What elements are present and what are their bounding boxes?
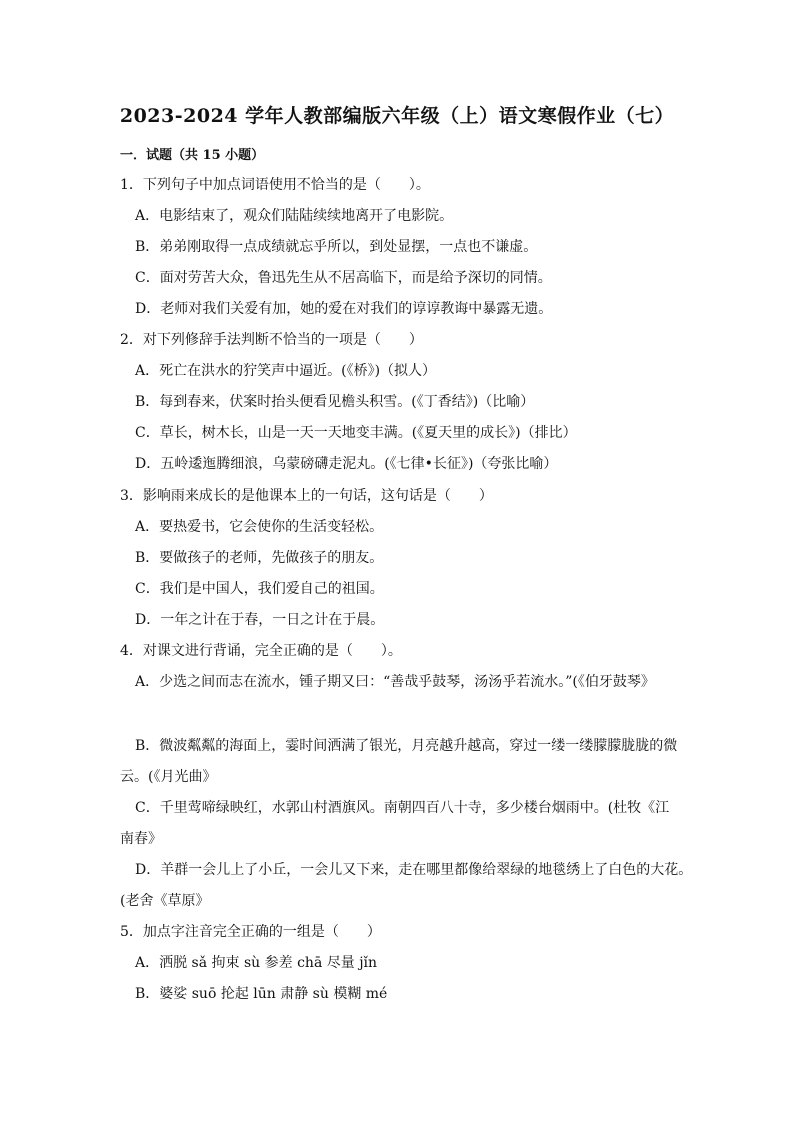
question-4-option-c: C．千里莺啼绿映红，水郭山村酒旗风。南朝四百八十寺，多少楼台烟雨中。(杜牧《江 [135, 800, 670, 816]
question-1-option-b: B．弟弟刚取得一点成绩就忘乎所以，到处显摆，一点也不谦虚。 [135, 239, 538, 255]
question-4-option-b: B．微波粼粼的海面上，霎时间洒满了银光，月亮越升越高，穿过一缕一缕朦朦胧胧的微 [135, 738, 678, 754]
question-3-option-a: A．要热爱书，它会使你的生活变轻松。 [135, 519, 384, 535]
question-4-option-a: A．少选之间而志在流水，锺子期又曰：“善哉乎鼓琴，汤汤乎若流水。”(《伯牙鼓琴》 [135, 674, 655, 690]
page-title: 2023-2024 学年人教部编版六年级（上）语文寒假作业（七） [119, 105, 675, 127]
question-5-stem: 5．加点字注音完全正确的一组是（ ） [120, 924, 381, 940]
question-1-option-d: D．老师对我们关爱有加，她的爱在对我们的谆谆教诲中暴露无遗。 [135, 301, 553, 317]
question-1-stem: 1．下列句子中加点词语使用不恰当的是（ ）。 [120, 177, 430, 193]
question-3-option-d: D．一年之计在于春，一日之计在于晨。 [135, 612, 385, 628]
question-4-stem: 4．对课文进行背诵，完全正确的是（ ）。 [120, 643, 402, 659]
section-heading: 一．试题（共 15 小题） [120, 148, 265, 163]
question-2-option-d: D．五岭逶迤腾细浪，乌蒙磅礴走泥丸。(《七律•长征》)（夸张比喻） [135, 456, 558, 472]
question-1-option-c: C．面对劳苦大众，鲁迅先生从不居高临下，而是给予深切的同情。 [135, 270, 552, 286]
question-2-option-a: A．死亡在洪水的狞笑声中逼近。(《桥》)（拟人） [135, 363, 437, 379]
question-3-option-c: C．我们是中国人，我们爱自己的祖国。 [135, 581, 384, 597]
question-4-option-b-cont: 云。(《月光曲》 [120, 769, 217, 785]
question-1-option-a: A．电影结束了，观众们陆陆续续地离开了电影院。 [135, 208, 454, 224]
question-5-option-a: A．洒脱 sǎ 拘束 sù 参差 chā 尽量 jǐn [135, 955, 378, 971]
question-3-stem: 3．影响雨来成长的是他课本上的一句话，这句话是（ ） [120, 488, 493, 504]
question-4-option-c-cont: 南春》 [120, 831, 162, 847]
question-5-option-b: B．婆娑 suō 抡起 lūn 肃静 sù 模糊 mé [135, 986, 388, 1002]
question-3-option-b: B．要做孩子的老师，先做孩子的朋友。 [135, 550, 384, 566]
question-4-option-d: D．羊群一会儿上了小丘，一会儿又下来，走在哪里都像给翠绿的地毯绣上了白色的大花。 [135, 862, 693, 878]
question-4-option-d-cont: (老舍《草原》 [120, 893, 210, 909]
question-2-option-c: C．草长，树木长，山是一天一天地变丰满。(《夏天里的成长》)（排比） [135, 425, 577, 441]
question-2-option-b: B．每到春来，伏案时抬头便看见檐头积雪。(《丁香结》)（比喻） [135, 394, 535, 410]
question-2-stem: 2．对下列修辞手法判断不恰当的一项是（ ） [120, 332, 423, 348]
